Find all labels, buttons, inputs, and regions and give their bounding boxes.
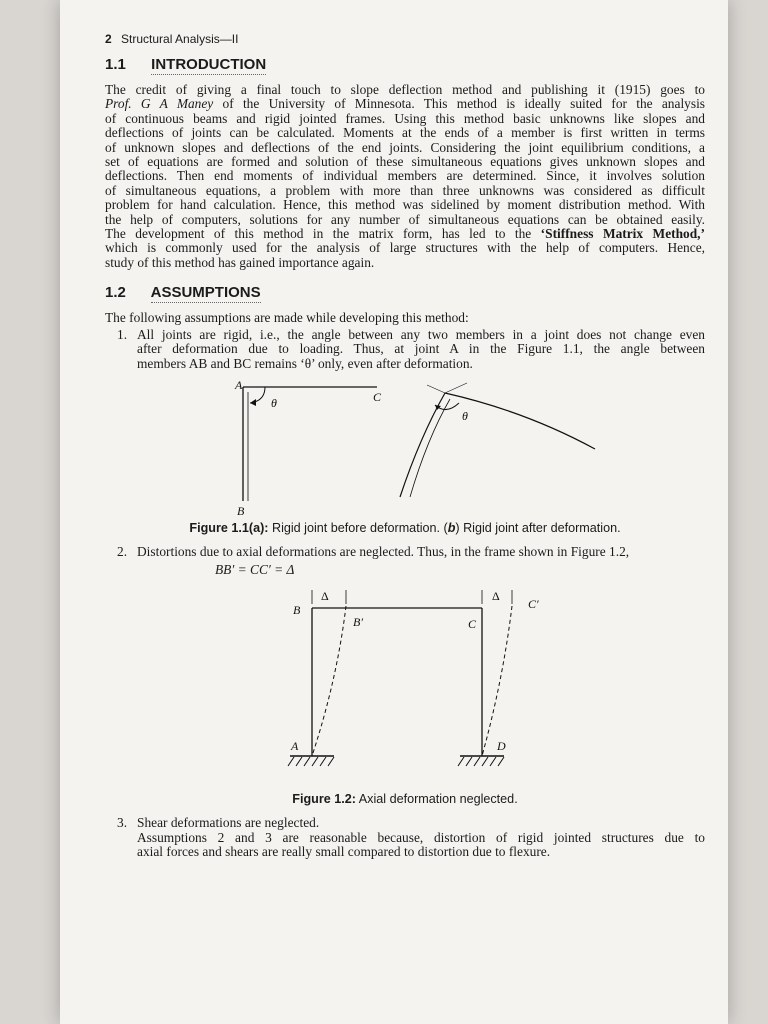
assumption-item-2 — [117, 545, 705, 560]
paragraph-line: of continuous beams and rigid jointed frames. Using this method basic unknowns like slopes and — [105, 110, 705, 126]
section-title: ASSUMPTIONS — [150, 284, 261, 302]
paragraph-line: deflections of joints can be calculated. Moments at the ends of a member is first written in terms — [105, 125, 705, 141]
section-heading-assumptions — [105, 284, 705, 301]
introduction-paragraph — [105, 83, 705, 270]
paragraph-line: study of this method has gained importance again. — [105, 254, 375, 270]
label-theta: θ — [271, 396, 277, 411]
figure-1-2-caption — [105, 792, 705, 806]
assumptions-intro: The following assumptions are made while developing this method: — [105, 310, 469, 326]
paragraph-line: of simultaneous equations, a problem with more than three unknowns was considered as difficult — [105, 182, 705, 198]
rigid-joint-after — [400, 383, 595, 497]
item-number: 2. — [117, 544, 128, 560]
section-number: 1.1 — [105, 56, 126, 73]
label-a: A — [291, 739, 299, 754]
line-text: of the University of Minnesota. This method is ideally suited for the analysis — [213, 96, 706, 112]
label-c: C — [373, 390, 382, 405]
section-title: INTRODUCTION — [151, 56, 267, 73]
running-head-title: Structural Analysis—II — [121, 32, 239, 46]
label-c-prime: C′ — [528, 597, 539, 612]
paragraph-line: of unknown slopes and deflections of the end joints. Considering the joint equilibrium conditions, a — [105, 139, 705, 155]
paragraph-line: which is commonly used for the analysis of large structures with the help of computers. Hence, — [105, 240, 705, 256]
figure-1-1 — [105, 377, 705, 517]
page-number: 2 — [105, 32, 112, 46]
fixed-support-a — [288, 756, 334, 766]
rigid-joint-before — [234, 378, 382, 517]
item-line: axial forces and shears are really small compared to distortion due to flexure. — [137, 844, 551, 860]
item-line: Assumptions 2 and 3 are reasonable because, distortion of rigid jointed structures due to — [137, 829, 705, 845]
item-number: 3. — [117, 815, 128, 831]
delta-label-right: Δ — [492, 589, 500, 604]
label-a: A — [235, 378, 243, 393]
assumption-item-1 — [117, 328, 705, 372]
page-content — [105, 32, 705, 860]
caption-text: ) Rigid joint after deformation. — [455, 521, 621, 536]
paragraph-line: The credit of giving a final touch to slope deflection method and publishing it (1915) goes to — [105, 82, 705, 97]
book-page — [60, 0, 728, 1024]
bold-term: ‘Stiffness Matrix Method,’ — [540, 226, 705, 242]
item-line: All joints are rigid, i.e., the angle between any two members in a joint does not change even — [137, 326, 705, 342]
section-number: 1.2 — [105, 284, 126, 302]
item-line: Shear deformations are neglected. — [137, 815, 320, 831]
section-heading-introduction — [105, 56, 705, 73]
item-line: members AB and BC remains ‘θ’ only, even after deformation. — [137, 355, 473, 371]
equation: BB′ = CC′ = Δ — [215, 562, 295, 578]
label-b: B — [237, 504, 245, 518]
figure-1-1-caption — [105, 521, 705, 535]
paragraph-line: set of equations are formed and solution of these simultaneous equations gives unknown slopes and — [105, 154, 705, 170]
paragraph-line: deflections. Then end moments of individual members are determined. Since, it involves solution — [105, 168, 705, 184]
label-c: C — [468, 617, 477, 632]
paragraph-line: problem for hand calculation. Hence, this method was sidelined by moment distribution method. With — [105, 197, 705, 213]
paragraph-line: the help of computers, solutions for any number of simultaneous equations can be obtained easily. — [105, 211, 705, 227]
author-name: Prof. G A Maney — [105, 96, 214, 112]
running-head — [105, 32, 705, 46]
portal-frame — [288, 589, 539, 766]
paragraph-line — [105, 97, 705, 111]
paragraph-line — [105, 227, 705, 241]
fixed-support-d — [458, 756, 504, 766]
assumption-item-3 — [117, 816, 705, 860]
item-line: Distortions due to axial deformations are neglected. Thus, in the frame shown in Figure 1.2, — [137, 544, 630, 560]
label-theta: θ — [462, 409, 468, 424]
caption-letter: b — [447, 521, 456, 536]
label-b: B — [293, 603, 301, 618]
caption-text: Rigid joint before deformation. ( — [268, 521, 448, 536]
figure-1-2 — [105, 580, 705, 790]
delta-label-left: Δ — [321, 589, 329, 604]
caption-text: Axial deformation neglected. — [355, 792, 518, 807]
label-b-prime: B′ — [353, 615, 363, 630]
label-d: D — [497, 739, 506, 754]
item-number: 1. — [117, 326, 128, 342]
caption-label: Figure 1.2: — [292, 792, 356, 807]
caption-label: Figure 1.1(a): — [189, 521, 269, 536]
item-line: after deformation due to loading. Thus, at joint A in the Figure 1.1, the angle between — [137, 341, 705, 357]
line-text: The development of this method in the matrix form, has led to the — [105, 226, 541, 242]
